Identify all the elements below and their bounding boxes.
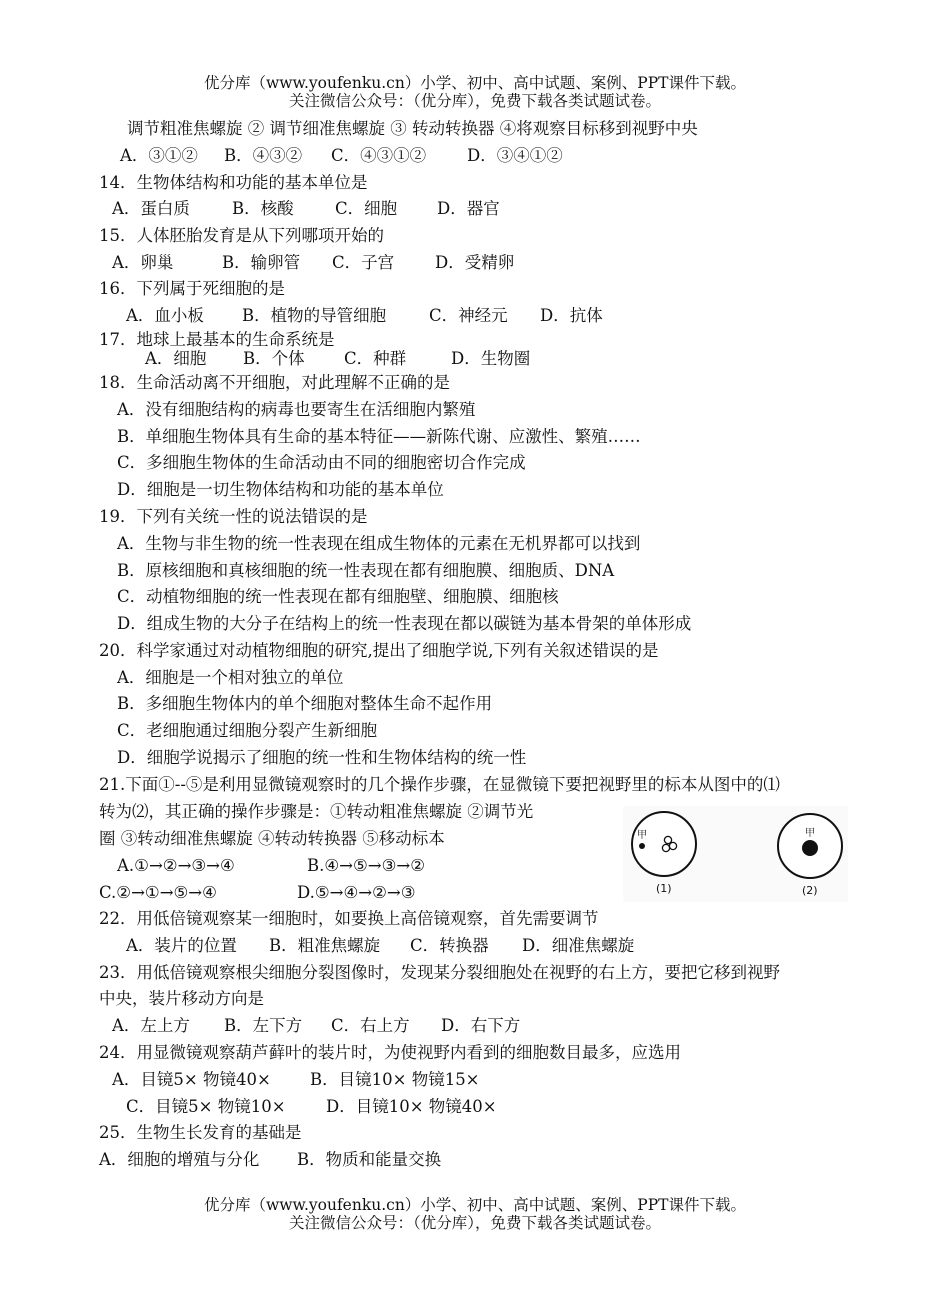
q15-options bbox=[112, 252, 514, 274]
q21-options-row-1 bbox=[117, 855, 425, 877]
q17-options bbox=[145, 348, 530, 370]
marker-label-1: 甲 bbox=[637, 830, 647, 841]
q15-stem: 15．人体胚胎发育是从下列哪项开始的 bbox=[99, 226, 384, 245]
q18-option-c: C．多细胞生物体的生命活动由不同的细胞密切合作完成 bbox=[117, 453, 526, 472]
q19-option-c: C．动植物细胞的统一性表现在都有细胞壁、细胞膜、细胞核 bbox=[117, 587, 559, 606]
q14-options bbox=[112, 198, 500, 220]
q18-option-d: D．细胞是一切生物体结构和功能的基本单位 bbox=[117, 480, 444, 499]
q24-option-c: C．目镜5× 物镜10× bbox=[126, 1097, 286, 1116]
q14-option-b: B．核酸 bbox=[232, 199, 294, 218]
q24-options-row-1 bbox=[112, 1069, 480, 1091]
q25-option-a: A．细胞的增殖与分化 bbox=[99, 1150, 260, 1169]
q17-option-a: A．细胞 bbox=[145, 349, 207, 368]
footer-line-2: 关注微信公众号：（优分库），免费下载各类试题试卷。 bbox=[288, 1214, 661, 1232]
q16-options bbox=[126, 305, 603, 327]
q23-stem-line-2: 中央，装片移动方向是 bbox=[99, 989, 264, 1008]
q21-options-row-2 bbox=[99, 882, 416, 904]
q15-option-a: A．卵巢 bbox=[112, 253, 174, 272]
header-line-1: 优分库（www.youfenku.cn）小学、初中、高中试题、案例、PPT课件下载。 bbox=[203, 74, 747, 92]
q24-option-d: D．目镜10× 物镜40× bbox=[326, 1097, 497, 1116]
q17-option-b: B．个体 bbox=[243, 349, 305, 368]
q22-option-d: D．细准焦螺旋 bbox=[522, 936, 635, 955]
q17-option-c: C．种群 bbox=[344, 349, 407, 368]
q23-options bbox=[112, 1015, 520, 1037]
q22-option-b: B．粗准焦螺旋 bbox=[269, 936, 381, 955]
q23-option-c: C．右上方 bbox=[331, 1016, 410, 1035]
header-line-2: 关注微信公众号：（优分库），免费下载各类试题试卷。 bbox=[288, 92, 661, 110]
q24-stem: 24．用显微镜观察葫芦藓叶的装片时，为使视野内看到的细胞数目最多，应选用 bbox=[99, 1043, 681, 1062]
q13-option-d: D．③④①② bbox=[467, 146, 563, 165]
q24-option-a: A．目镜5× 物镜40× bbox=[112, 1070, 271, 1089]
q20-option-d: D．细胞学说揭示了细胞的统一性和生物体结构的统一性 bbox=[117, 748, 527, 767]
q22-options bbox=[126, 935, 634, 957]
q24-options-row-2 bbox=[126, 1096, 497, 1118]
q20-option-a: A．细胞是一个相对独立的单位 bbox=[117, 668, 344, 687]
q21-option-b: B.④→⑤→③→② bbox=[307, 856, 426, 875]
q25-options bbox=[99, 1149, 441, 1171]
q21-stem-line-2: 转为⑵，其正确的操作步骤是：①转动粗准焦螺旋 ②调节光 bbox=[99, 802, 534, 821]
q13-option-a: A．③①② bbox=[120, 146, 198, 165]
q21-option-c: C.②→①→⑤→④ bbox=[99, 883, 217, 902]
q19-option-a: A．生物与非生物的统一性表现在组成生物体的元素在无机界都可以找到 bbox=[117, 534, 641, 553]
figure-label-1: (1) bbox=[656, 882, 672, 895]
footer-line-1: 优分库（www.youfenku.cn）小学、初中、高中试题、案例、PPT课件下载。 bbox=[203, 1196, 747, 1214]
q18-option-a: A．没有细胞结构的病毒也要寄生在活细胞内繁殖 bbox=[117, 400, 476, 419]
q19-option-b: B．原核细胞和真核细胞的统一性表现在都有细胞膜、细胞质、DNA bbox=[117, 561, 615, 580]
q16-option-a: A．血小板 bbox=[126, 306, 204, 325]
q14-option-a: A．蛋白质 bbox=[112, 199, 190, 218]
q21-stem-line-1: 21.下面①--⑤是利用显微镜观察时的几个操作步骤，在显微镜下要把视野里的标本从图中的⑴ bbox=[99, 775, 780, 794]
q16-option-d: D．抗体 bbox=[540, 306, 603, 325]
q23-option-d: D．右下方 bbox=[441, 1016, 521, 1035]
q25-option-b: B．物质和能量交换 bbox=[297, 1150, 442, 1169]
q18-option-b: B．单细胞生物体具有生命的基本特征——新陈代谢、应激性、繁殖…… bbox=[117, 427, 641, 446]
q17-option-d: D．生物圈 bbox=[451, 349, 531, 368]
q14-stem: 14．生物体结构和功能的基本单位是 bbox=[99, 173, 368, 192]
q15-option-d: D．受精卵 bbox=[435, 253, 515, 272]
specimen-dot-small bbox=[639, 843, 645, 849]
q17-stem: 17．地球上最基本的生命系统是 bbox=[99, 330, 335, 349]
q13-options bbox=[120, 145, 563, 167]
q25-stem: 25．生物生长发育的基础是 bbox=[99, 1123, 302, 1142]
q16-option-b: B．植物的导管细胞 bbox=[242, 306, 387, 325]
specimen-dot-large bbox=[802, 840, 818, 856]
microscope-view-figure bbox=[623, 806, 848, 902]
q15-option-b: B．输卵管 bbox=[222, 253, 301, 272]
q20-option-b: B．多细胞生物体内的单个细胞对整体生命不起作用 bbox=[117, 694, 493, 713]
q21-option-a: A.①→②→③→④ bbox=[117, 856, 235, 875]
q22-option-c: C．转换器 bbox=[410, 936, 489, 955]
q21-stem-line-3: 圈 ③转动细准焦螺旋 ④转动转换器 ⑤移动标本 bbox=[99, 829, 445, 848]
q23-stem-line-1: 23．用低倍镜观察根尖细胞分裂图像时，发现某分裂细胞处在视野的右上方，要把它移到视野 bbox=[99, 963, 780, 982]
q19-stem: 19．下列有关统一性的说法错误的是 bbox=[99, 507, 368, 526]
q13-option-c: C．④③①② bbox=[331, 146, 427, 165]
q16-stem: 16．下列属于死细胞的是 bbox=[99, 279, 285, 298]
q22-option-a: A．装片的位置 bbox=[126, 936, 237, 955]
q16-option-c: C．神经元 bbox=[429, 306, 508, 325]
q19-option-d: D．组成生物的大分子在结构上的统一性表现在都以碳链为基本骨架的单体形成 bbox=[117, 614, 692, 633]
q21-option-d: D.⑤→④→②→③ bbox=[297, 883, 416, 902]
q14-option-d: D．器官 bbox=[437, 199, 500, 218]
q23-option-a: A．左上方 bbox=[112, 1016, 190, 1035]
q24-option-b: B．目镜10× 物镜15× bbox=[310, 1070, 480, 1089]
q20-stem: 20．科学家通过对动植物细胞的研究,提出了细胞学说,下列有关叙述错误的是 bbox=[99, 641, 659, 660]
figure-label-2: (2) bbox=[802, 884, 818, 897]
q23-option-b: B．左下方 bbox=[224, 1016, 303, 1035]
q15-option-c: C．子宫 bbox=[332, 253, 395, 272]
q22-stem: 22．用低倍镜观察某一细胞时，如要换上高倍镜观察，首先需要调节 bbox=[99, 909, 599, 928]
q20-option-c: C．老细胞通过细胞分裂产生新细胞 bbox=[117, 721, 378, 740]
q13-continuation: 调节粗准焦螺旋 ② 调节细准焦螺旋 ③ 转动转换器 ④将观察目标移到视野中央 bbox=[127, 119, 698, 138]
marker-label-2: 甲 bbox=[805, 828, 815, 839]
q18-stem: 18．生命活动离不开细胞，对此理解不正确的是 bbox=[99, 373, 450, 392]
q13-option-b: B．④③② bbox=[224, 146, 303, 165]
q14-option-c: C．细胞 bbox=[335, 199, 398, 218]
